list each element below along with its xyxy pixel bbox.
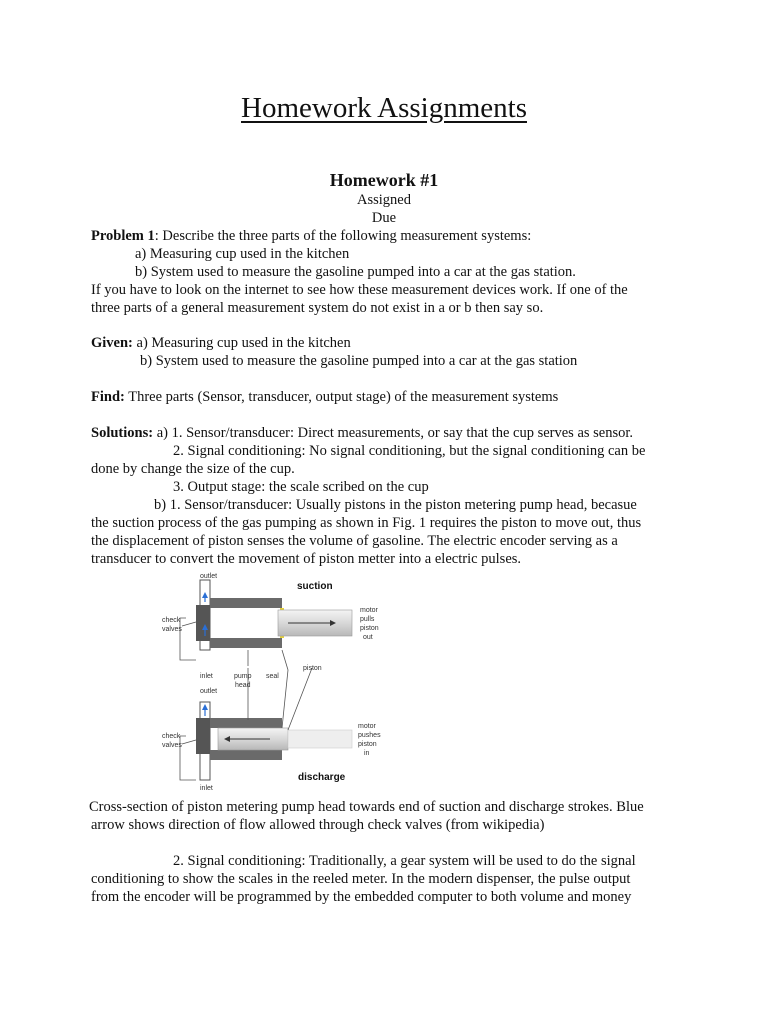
top-cylinder-wall-lower (210, 638, 282, 648)
pump-head-label-2: head (235, 682, 251, 689)
solution-a1 (91, 424, 633, 442)
check-valves-label-bottom-1: check (162, 733, 181, 740)
motor-pushes-label-2: pushes (358, 732, 381, 739)
find-line (91, 388, 558, 406)
solution-b1: b) 1. Sensor/transducer: Usually pistons in the piston metering pump head, becasue (154, 497, 637, 513)
pump-diagram (160, 570, 400, 792)
bottom-piston-rod (288, 730, 352, 748)
motor-pulls-label-1: motor (360, 607, 378, 614)
check-valves-label-bottom-2: valves (162, 742, 182, 749)
motor-pulls-label-3: piston (360, 625, 379, 632)
problem-note-line-1: If you have to look on the internet to see how these measurement devices work. If one of the (91, 282, 628, 298)
solution-a3: 3. Output stage: the scale scribed on the cup (173, 479, 429, 495)
bottom-cylinder-wall-upper (210, 718, 282, 728)
page-title: Homework Assignments (241, 92, 527, 124)
figure-caption-line-1: Cross-section of piston metering pump head towards end of suction and discharge strokes. Blue (89, 799, 644, 815)
problem-item-a: a) Measuring cup used in the kitchen (135, 246, 350, 262)
problem-item-b: b) System used to measure the gasoline pumped into a car at the gas station. (135, 264, 576, 280)
motor-pushes-label-3: piston (358, 741, 377, 748)
assigned-label: Assigned (357, 192, 411, 208)
top-valve-block (196, 605, 210, 641)
inlet-label-top: inlet (200, 673, 213, 680)
motor-pulls-label-4: out (363, 634, 373, 641)
outlet-label-bottom: outlet (200, 688, 218, 695)
bottom-valve-block (196, 718, 210, 754)
inlet-label-bottom: inlet (200, 785, 213, 792)
solution-b1-line-3: the displacement of piston senses the volume of gasoline. The electric encoder serving as a (91, 533, 618, 549)
solution-a2-cont: done by change the size of the cup. (91, 461, 295, 477)
seal-label: seal (266, 673, 279, 680)
solution-b2-line-3: from the encoder will be programmed by the embedded computer to both volume and money (91, 889, 632, 905)
motor-pushes-label-1: motor (358, 723, 376, 730)
given-a-text: a) Measuring cup used in the kitchen (132, 335, 351, 351)
check-valves-label-top-2: valves (162, 626, 182, 633)
discharge-assembly (196, 702, 352, 780)
problem-text: : Describe the three parts of the following measurement systems: (154, 228, 532, 244)
top-cylinder-wall-upper (210, 598, 282, 608)
discharge-label: discharge (298, 772, 346, 783)
solution-b1-line-4: transducer to convert the movement of piston metter into a electric pulses. (91, 551, 522, 567)
piston-label: piston (303, 665, 322, 672)
solution-b2-line-1: 2. Signal conditioning: Traditionally, a gear system will be used to do the signal (173, 853, 636, 869)
motor-pulls-label-2: pulls (360, 616, 375, 623)
solution-a2: 2. Signal conditioning: No signal conditioning, but the signal conditioning can be (173, 443, 646, 459)
problem-line (91, 227, 531, 245)
find-label: Find: (91, 389, 125, 405)
figure-caption-line-2: arrow shows direction of flow allowed through check valves (from wikipedia) (91, 817, 545, 833)
check-valves-label-top-1: check (162, 617, 181, 624)
homework-heading: Homework #1 (329, 170, 439, 190)
solution-b1-line-2: the suction process of the gas pumping as shown in Fig. 1 requires the piston to move out, thus (91, 515, 642, 531)
outlet-label-top: outlet (200, 573, 218, 580)
pump-head-label-1: pump (234, 673, 252, 680)
given-line-b: b) System used to measure the gasoline pumped into a car at the gas station (140, 353, 578, 369)
solutions-label: Solutions: (91, 425, 154, 441)
due-label: Due (371, 210, 397, 226)
solution-b2-line-2: conditioning to show the scales in the reeled meter. In the modern dispenser, the pulse output (91, 871, 631, 887)
motor-pushes-label-4: in (364, 750, 370, 757)
bottom-cylinder-wall-lower (210, 750, 282, 760)
given-label: Given: (91, 335, 133, 351)
problem-label: Problem 1 (91, 228, 155, 244)
problem-note-line-2: three parts of a general measurement system do not exist in a or b then say so. (91, 300, 544, 316)
solution-a1-text: a) 1. Sensor/transducer: Direct measurements, or say that the cup serves as sensor. (153, 425, 634, 441)
suction-label: suction (297, 581, 333, 592)
top-pump-chamber (214, 608, 280, 638)
find-text: Three parts (Sensor, transducer, output stage) of the measurement systems (124, 389, 559, 405)
given-line-a (91, 334, 351, 352)
